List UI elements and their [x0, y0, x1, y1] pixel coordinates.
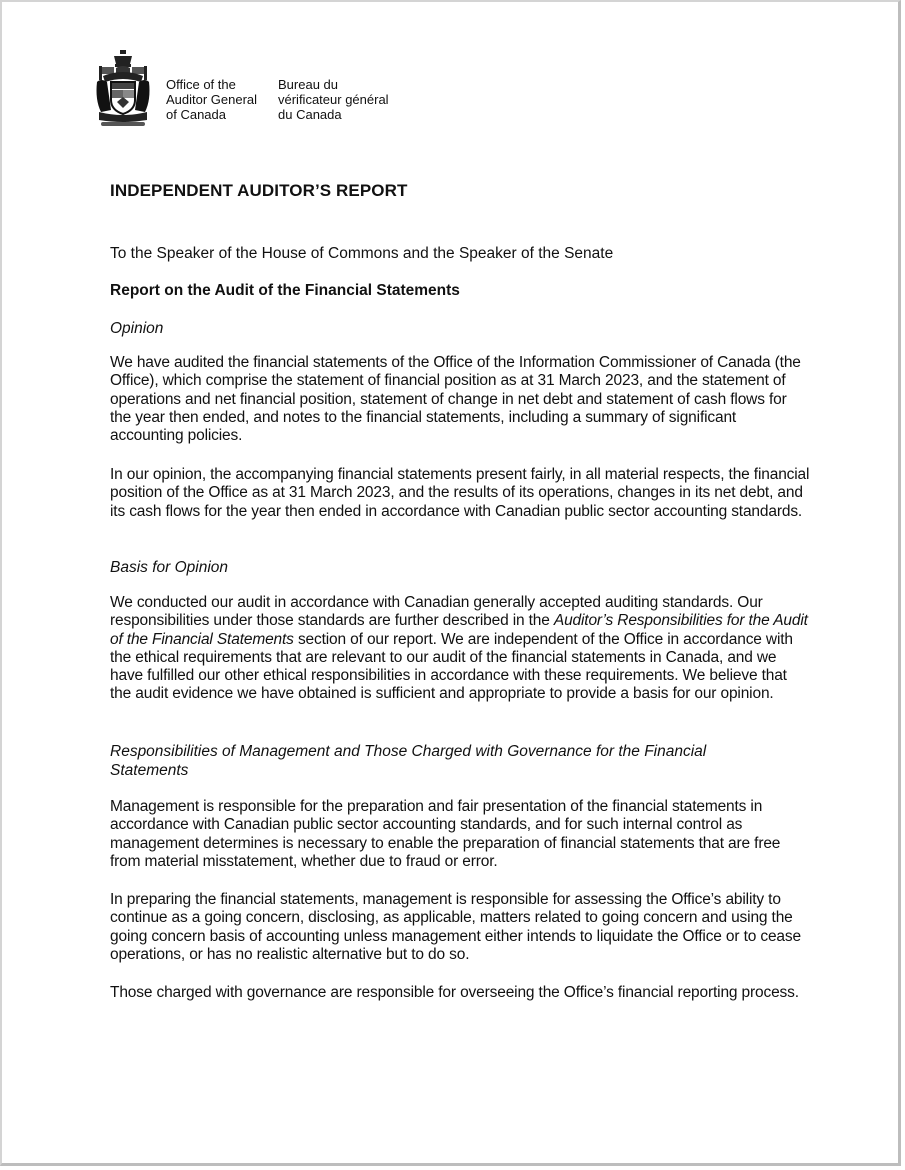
responsibilities-subheading: Responsibilities of Management and Those Charged with Governance for the Financial Statements [110, 743, 707, 779]
letterhead-english [166, 77, 257, 122]
opinion-subheading: Opinion [110, 320, 164, 337]
report-title: INDEPENDENT AUDITOR’S REPORT [110, 181, 408, 200]
letterhead-english-line: Auditor General [166, 92, 258, 107]
responsibilities-paragraph-3: Those charged with governance are responsible for overseeing the Office’s financial reporting process. [110, 984, 799, 1001]
basis-paragraph [110, 594, 810, 704]
addressee-line: To the Speaker of the House of Commons and the Speaker of the Senate [110, 245, 614, 262]
opinion-paragraph-2: In our opinion, the accompanying financial statements present fairly, in all material respects, the financial position of the Office as at 31 March 2023, and the results of its operations, changes in its net debt, and its cash flows for the year then ended in accordance with Canadian public sector accounting standards. [110, 466, 810, 520]
responsibilities-paragraph-2: In preparing the financial statements, management is responsible for assessing the Office’s ability to continue as a going concern, disclosing, as applicable, matters related to going concern and using the going concern basis of accounting unless management either intends to liquidate the Office or to cease operations, or has no realistic alternative but to do so. [110, 891, 801, 963]
letterhead-english-line: Office of the [166, 77, 236, 92]
coat-of-arms-icon [95, 50, 151, 128]
letterhead-french [278, 77, 389, 122]
letterhead-french-line: du Canada [278, 107, 342, 122]
letterhead-french-line: vérificateur général [278, 92, 389, 107]
letterhead-french-line: Bureau du [278, 77, 338, 92]
letterhead-english-line: of Canada [166, 107, 226, 122]
responsibilities-paragraph-1: Management is responsible for the preparation and fair presentation of the financial statements in accordance with Canadian public sector accounting standards, and for such internal control as management determines is necessary to enable the preparation of financial statements that are free from material misstatement, whether due to fraud or error. [110, 798, 781, 870]
basis-subheading: Basis for Opinion [110, 559, 229, 576]
opinion-paragraph-1: We have audited the financial statements of the Office of the Information Commissioner of Canada (the Office), which comprise the statement of financial position as at 31 March 2023, and the statement of operations and net financial position, statement of change in net debt and statement of cash flows for the year then ended, and notes to the financial statements, including a summary of significant accounting policies. [110, 354, 801, 445]
basis-text-end: section of our report. We are independent of the Office in accordance with the ethical requirements that are relevant to our audit of the financial statements in Canada, and we have fulfilled our other ethical responsibilities in accordance with these requirements. We believe that the audit evidence we have obtained is sufficient and appropriate to provide a basis for our opinion. [110, 630, 793, 703]
basis-text-italic-reference: Auditor’s Responsibilities for the Audit of the Financial Statements [110, 612, 808, 648]
section-heading: Report on the Audit of the Financial Statements [110, 282, 460, 299]
basis-text-start: We conducted our audit in accordance with Canadian generally accepted auditing standards. Our responsibilities under those standards are further described in the [110, 594, 763, 630]
